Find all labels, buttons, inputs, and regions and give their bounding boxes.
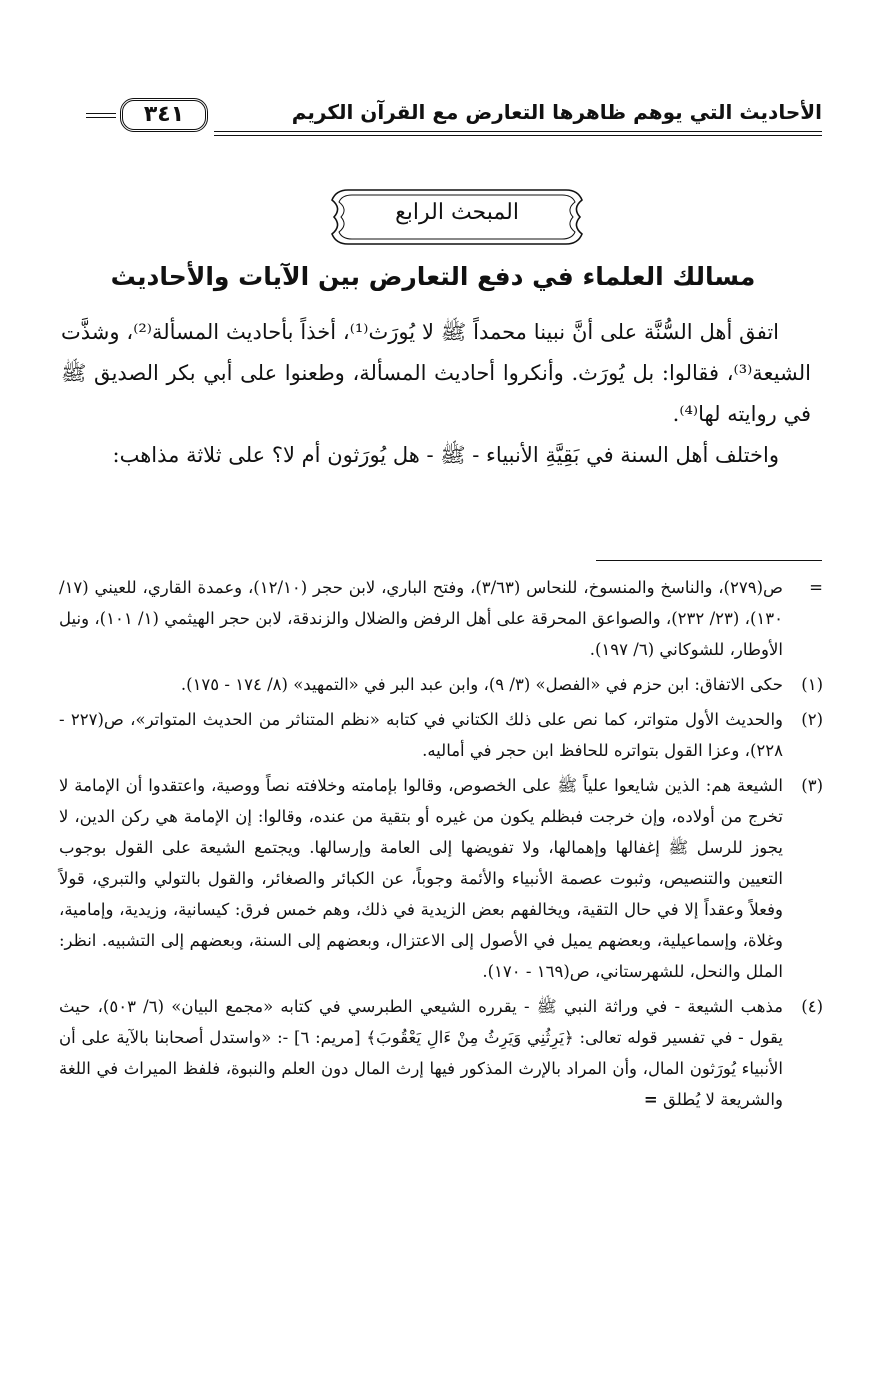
footnote-text: والحديث الأول متواتر، كما نص على ذلك الكتاني في كتابه «نظم المتناثر من الحديث المتواتر»، ص(٢٢٧ - ٢٢٨)، وعزا القول بتواتره للحافظ ابن حجر في أماليه. — [59, 710, 783, 760]
footnote-item — [59, 991, 823, 1115]
continuation-mark: = — [809, 578, 823, 597]
footnote-separator — [596, 560, 822, 561]
footnote-number: (٣) — [801, 776, 823, 795]
continued-mark: = — [643, 1090, 658, 1109]
footnote-text: حكى الاتفاق: ابن حزم في «الفصل» (٣/ ٩)، وابن عبد البر في «التمهيد» (٨/ ١٧٤ - ١٧٥). — [180, 675, 783, 694]
running-header — [86, 96, 822, 138]
footnotes — [59, 572, 823, 1119]
footnote-number: (٤) — [801, 997, 823, 1016]
page-number: ٣٤١ — [120, 98, 208, 132]
footnote-text: الشيعة هم: الذين شايعوا علياً ﷺ على الخصوص، وقالوا بإمامته وخلافته نصاً ووصية، واعتقدوا أن الإمامة لا تخرج من أولاده، وإن خرجت فبظلم يكون من غيره أو بتقية من عنده، وقالوا: إن الإمامة هي ركن الدين، لا يجوز للرسل ﷺ إغفالها وإهمالها، ولا تفويضها إلى العامة وإرسالها. ويجتمع الشيعة على القول بوجوب التعيين والتنصيص، وثبوت عصمة الأنبياء والأئمة وجوباً، عن الكبائر والصغائر، والقول بالتولي والتبري، قولاً وفعلاً وعقداً إلا في حال التقية، ويخالفهم بعض الزيدية في ذلك، وهم خمس فرق: كيسانية، وزيدية، وإمامية، وغلاة، وإسماعيلية، وبعضهم يميل في الأصول إلى الاعتزال، وبعضهم إلى السنة، وبعضهم إلى التشبيه. انظر: الملل والنحل، للشهرستاني، ص(١٦٩ - ١٧٠). — [59, 776, 783, 981]
footnote-number: (١) — [801, 675, 823, 694]
footnote-item — [59, 669, 823, 700]
section-title: المبحث الرابع — [395, 200, 519, 225]
section-title-frame — [326, 186, 588, 248]
footnote-text: مذهب الشيعة - في وراثة النبي ﷺ - يقرره الشيعي الطبرسي في كتابه «مجمع البيان» (٦/ ٥٠٣)، حيث يقول - في تفسير قوله تعالى: ﴿يَرِثُنِي وَيَرِثُ مِنْ ءَالِ يَعْقُوبَ﴾ [مريم: ٦] -: «واستدل أصحابنا بالآية على أن الأنبياء يُورَثون المال، وأن المراد بالإرث المذكور فيها إرث المال دون العلم والنبوة، فلفظ الميراث في اللغة والشريعة لا يُطلق — [59, 997, 783, 1109]
footnote-number: (٢) — [801, 710, 823, 729]
header-rule-right — [214, 131, 822, 136]
chapter-heading: مسالك العلماء في دفع التعارض بين الآيات والأحاديث — [110, 262, 756, 291]
running-title: الأحاديث التي يوهم ظاهرها التعارض مع القرآن الكريم — [291, 100, 822, 124]
main-text — [61, 312, 811, 476]
footnote-item — [59, 770, 823, 987]
header-rule-left — [86, 113, 116, 118]
footnote-item — [59, 704, 823, 766]
footnote-text: ص(٢٧٩)، والناسخ والمنسوخ، للنحاس (٣/٦٣)، وفتح الباري، لابن حجر (١٢/١٠)، وعمدة القاري، للعيني (١٧/ ١٣٠)، (٢٣/ ٢٣٢)، والصواعق المحرقة على أهل الرفض والضلال والزندقة، لابن حجر الهيثمي (١/ ١٠١)، ونيل الأوطار، للشوكاني (٦/ ١٩٧). — [59, 578, 783, 659]
paragraph: واختلف أهل السنة في بَقِيَّةِ الأنبياء - ﷺ - هل يُورَثون أم لا؟ على ثلاثة مذاهب: — [112, 443, 779, 467]
footnote-continuation — [59, 572, 823, 665]
footnote-body — [59, 991, 783, 1115]
paragraph: اتفق أهل السُّنَّة على أنَّ نبينا محمداً ﷺ لا يُورَث⁽¹⁾، أخذاً بأحاديث المسألة⁽²⁾، وشذَّت الشيعة⁽³⁾، فقالوا: بل يُورَث. وأنكروا أحاديث المسألة، وطعنوا على أبي بكر الصديق ﷺ في روايته لها⁽⁴⁾. — [61, 320, 811, 426]
